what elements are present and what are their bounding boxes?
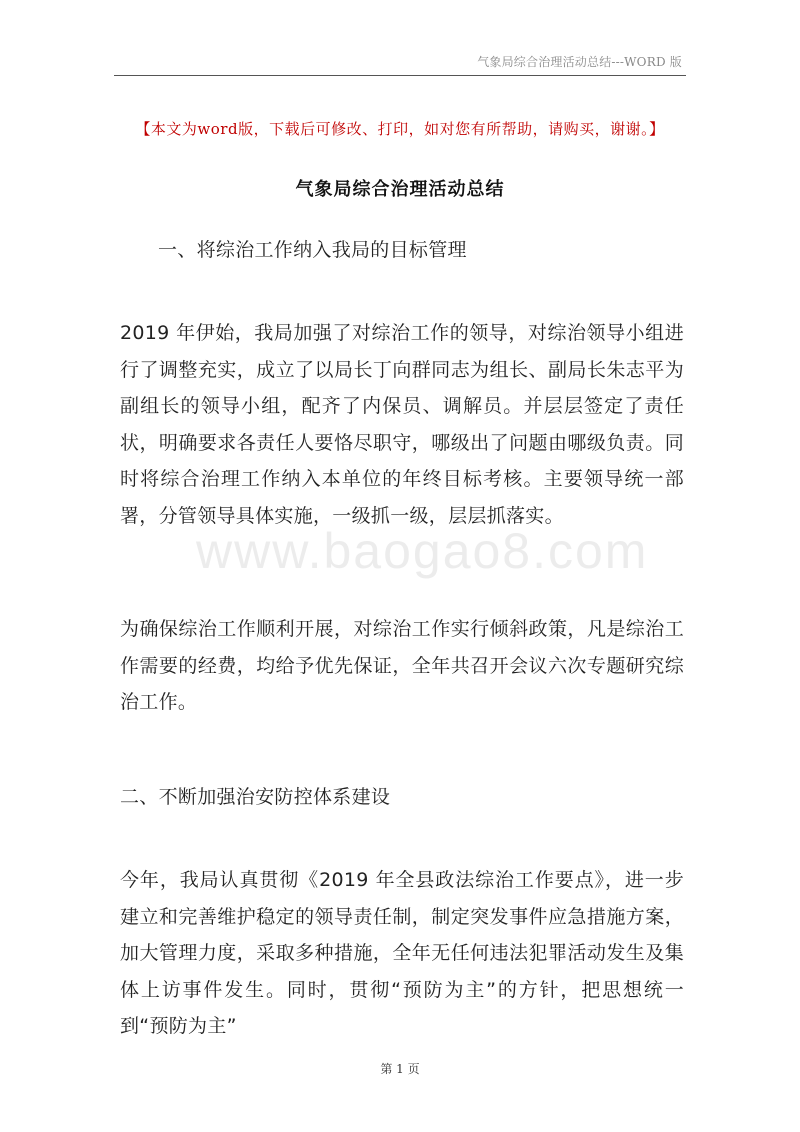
paragraph-3: 今年，我局认真贯彻《2019 年全县政法综治工作要点》，进一步建立和完善维护稳定的领导责任制，制定突发事件应急措施方案，加大管理力度，采取多种措施，全年无任何违法犯罪活动发生及集体上访事件发生。同时，贯彻“预防为主”的方针，把思想统一到“预防为主” [120,869,684,1037]
paragraph-1: 2019 年伊始，我局加强了对综治工作的领导，对综治领导小组进行了调整充实，成立了以局长丁向群同志为组长、副局长朱志平为副组长的领导小组，配齐了内保员、调解员。并层层签定了责任状，明确要求各责任人要恪尽职守，哪级出了问题由哪级负责。同时将综合治理工作纳入本单位的年终目标考核。主要领导统一部署，分管领导具体实施，一级抓一级，层层抓落实。 [120,322,684,527]
watermark: www.baogao8.com [196,523,649,579]
page-number: 第 1 页 [380,1062,420,1076]
document-title: 气象局综合治理活动总结 [295,179,505,200]
purchase-notice: 【本文为word版，下载后可修改、打印，如对您有所帮助，请购买，谢谢。】 [135,120,665,138]
section-heading-1: 一、将综治工作纳入我局的目标管理 [158,239,467,261]
header-divider [114,75,686,76]
section-heading-2: 二、不断加强治安防控体系建设 [120,786,391,808]
running-header: 气象局综合治理活动总结---WORD 版 [477,55,682,69]
paragraph-2: 为确保综治工作顺利开展，对综治工作实行倾斜政策，凡是综治工作需要的经费，均给予优先保证，全年共召开会议六次专题研究综治工作。 [120,618,684,713]
